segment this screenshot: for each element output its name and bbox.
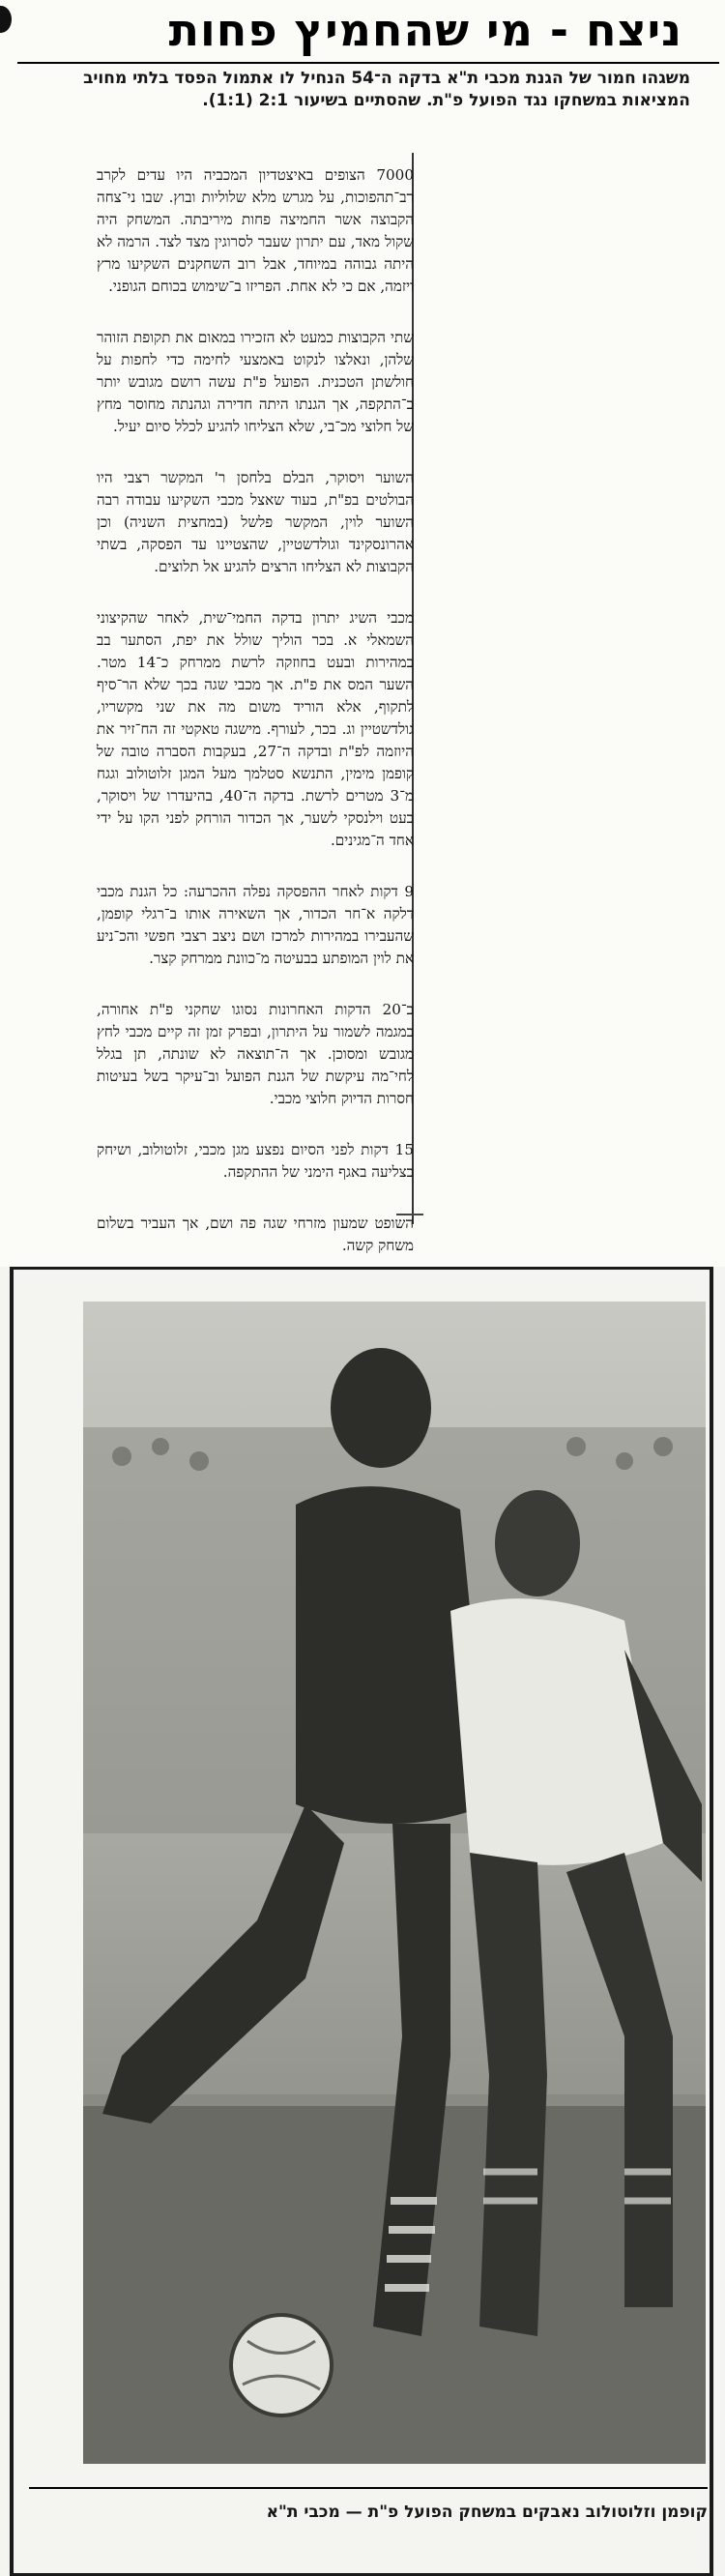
photo-icon: [83, 1302, 706, 2464]
photo-caption: קופמן וזלוטולוב נאבקים במשחק הפועל פ"ת — מכבי ת"א: [266, 2503, 708, 2522]
article-paragraph: השופט שמעון מזרחי שגה פה ושם, אך העביר בשלום משחק קשה.: [97, 1215, 414, 1254]
headline: ניצח - מי שהחמיץ פחות: [168, 4, 682, 56]
article-paragraph: 15 דקות לפני הסיום נפצע מגן מכבי, זלוטולוב, ושיחק בצליעה באגף הימני של ההתקפה.: [97, 1141, 414, 1181]
article-paragraph: 7000 הצופים באיצטדיון המכביה היו עדים לקרב רב־תהפוכות, על מגרש מלא שלוליות ובוץ. שבו ני־צחה הקבוצה אשר החמיצה פחות מיריבתה. המשחק היה שקול מאד, עם יתרון שעבר לסרוגין מצד לצד. הרמה לא היתה גבוהה במיוחד, אבל רוב השחקנים השקיעו מרץ ויזמה, אם כי לא אחת. הפריזו ב־שימוש בכוחם הגופני.: [97, 166, 414, 295]
subheadline: משגהו חמור של הגנת מכבי ת"א בדקה ה־54 הנחיל לו אתמול הפסד בלתי מחויב המציאות במשחקו נגד הפועל פ"ת. שהסתיים בשיעור 2:1 (1:1).: [83, 69, 690, 110]
article-paragraph: שתי הקבוצות כמעט לא הזכירו במאום את תקופת הזוהר שלהן, ונאלצו לנקוט באמצעי לחימה כדי לחפות על חולשתן הטכנית. הפועל פ"ת עשה רושם מגובש יותר ב־התקפה, אך הגנתו היתה חדירה וגהנתה מחוסר מחץ של חלוצי מכ־בי, שלא הצליחו להגיע לכלל סיום יעיל.: [97, 329, 414, 435]
match-photo: [83, 1302, 706, 2464]
article-body: [97, 164, 414, 1286]
page-edge-mark: [0, 6, 12, 33]
article-paragraph: מכבי השיג יתרון בדקה החמי־שית, לאחר שהקיצוני השמאלי א. בכר הוליך שולל את יפת, הסתער בב במהירות ובעט בחוזקה לרשת ממרחק כ־14 מטר. השער המס את פ"ת. אך מכבי שגה בכך שלא הר־סיף לתקוף, אלא הוריד משום מה את שני מקשריו, גולדשטיין וג. בכר, לעורף. מישגה טאקטי זה הח־זיר את היוזמה לפ"ת ובדקה ה־27, בעקבות הסברה טובה של קופמן מימין, התנשא סטלמך מעל המגן זלוטולוב וגגח מ־3 מטרים לרשת. בדקה ה־40, בהיעדרו של ויסוקר, בעט וילנסקי לשער, אך הכדור הורחק לפני הקו על ידי אחד ה־מגינים.: [97, 609, 414, 849]
headline-rule: [17, 62, 719, 64]
article-paragraph: השוער ויסוקר, הבלם בלחסן ר' המקשר רצבי היו הבולטים בפ"ת, בעוד שאצל מכבי השקיעו עבודה רבה השוער לוין, המקשר פלשל (במחצית השניה) וכן אהרונסקינד וגולדשטיין, שהצטיינו עד הפסקה, בשתי הקבוצות לא הצליחו הרצים להגיע אל תלוצים.: [97, 469, 414, 575]
article-paragraph: 9 דקות לאחר ההפסקה נפלה ההכרעה: כל הגנת מכבי דלקה א־חר הכדור, אך השאירה אותו ב־רגלי קופמן, שהעבירו במהירות למרכז ושם ניצב רצבי חפשי והכ־ניע את לוין המופתע בבעיטה מ־כוונת ממרחק קצר.: [97, 883, 414, 967]
article-paragraph: ב־20 הדקות האחרונות נסוגו שחקני פ"ת אחורה, במגמה לשמור על היתרון, ובפרק זמן זה קיים מכבי לחץ מגובש ומסוכן. אך ה־תוצאה לא שונתה, תן בגלל לחי־מה עיקשת של הגנת הפועל וב־עיקר בשל בעיטות חסרות הדיוק חלוצי מכבי.: [97, 1001, 414, 1107]
caption-rule: [29, 2487, 708, 2489]
